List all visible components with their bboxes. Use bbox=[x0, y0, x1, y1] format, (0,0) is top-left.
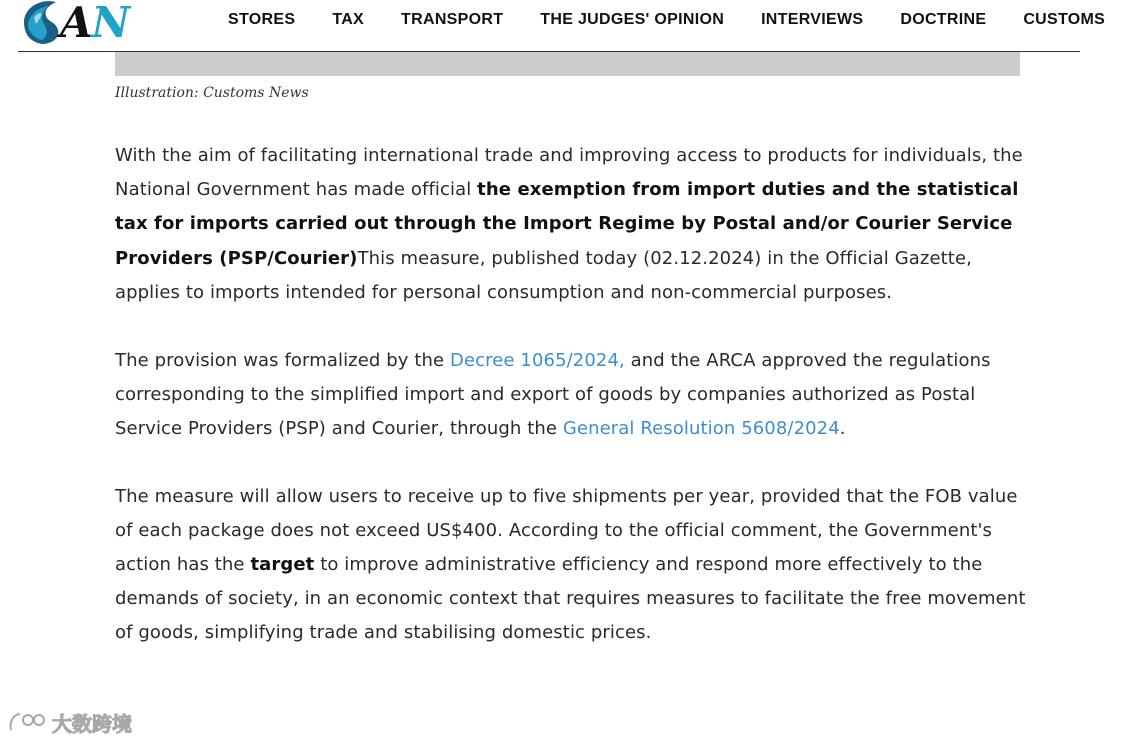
article-body bbox=[115, 139, 1030, 684]
paragraph-text: With the aim of facilitating international trade and improving access to products for individuals, the National Government has made official bbox=[115, 145, 1023, 201]
watermark-text: 大数跨境 bbox=[52, 711, 132, 736]
decree-link[interactable]: Decree 1065/2024, bbox=[450, 349, 625, 371]
paragraph-text: to improve administrative efficiency and respond more effectively to the demands of society, in an economic context that requires measures to facilitate the free movement of goods, simplifying trade and stabilising domestic prices. bbox=[115, 554, 1026, 644]
article-paragraph-1 bbox=[115, 139, 1030, 310]
nav-item-tax[interactable]: TAX bbox=[332, 11, 365, 28]
nav-item-judges-opinion[interactable]: THE JUDGES' OPINION bbox=[540, 11, 725, 28]
logo-letter-a: A bbox=[60, 0, 92, 47]
bold-text: the exemption from import duties and the statistical tax for imports carried out through the Import Regime by Postal and/or Courier Service Providers (PSP/Courier) bbox=[115, 179, 1019, 269]
general-resolution-link[interactable]: General Resolution 5608/2024 bbox=[562, 417, 840, 439]
article-image bbox=[115, 52, 1020, 76]
watermark bbox=[8, 708, 132, 736]
main-nav bbox=[228, 0, 1142, 40]
paragraph-text: . bbox=[839, 417, 846, 439]
paragraph-text: and the ARCA approved the regulations corresponding to the simplified import and export of goods by companies authorized as Postal Service Providers (PSP) and Courier, through the bbox=[115, 349, 991, 439]
logo-mark-icon bbox=[8, 710, 48, 734]
nav-item-stores[interactable]: STORES bbox=[228, 11, 296, 28]
site-logo[interactable] bbox=[18, 0, 142, 48]
image-caption: Illustration: Customs News bbox=[115, 85, 309, 101]
nav-item-transport[interactable]: TRANSPORT bbox=[401, 11, 504, 28]
paragraph-text: This measure, published today (02.12.2024) in the Official Gazette, applies to imports intended for personal consumption and non-commercial purposes. bbox=[115, 247, 972, 303]
logo-wordmark bbox=[60, 0, 129, 48]
site-header bbox=[0, 0, 1106, 52]
paragraph-text: The provision was formalized by the bbox=[115, 349, 451, 371]
bold-text: target bbox=[250, 554, 315, 576]
nav-item-doctrine[interactable]: DOCTRINE bbox=[900, 11, 987, 28]
nav-item-customs[interactable]: CUSTOMS bbox=[1023, 11, 1106, 28]
paragraph-text: The measure will allow users to receive up to five shipments per year, provided that the FOB value of each package does not exceed US$400. According to the official comment, the Government's action has the bbox=[115, 485, 1018, 576]
nav-item-interviews[interactable]: INTERVIEWS bbox=[761, 11, 864, 28]
article-paragraph-3 bbox=[115, 480, 1030, 651]
article-paragraph-2 bbox=[115, 344, 1030, 447]
logo-letter-n: N bbox=[91, 0, 129, 47]
